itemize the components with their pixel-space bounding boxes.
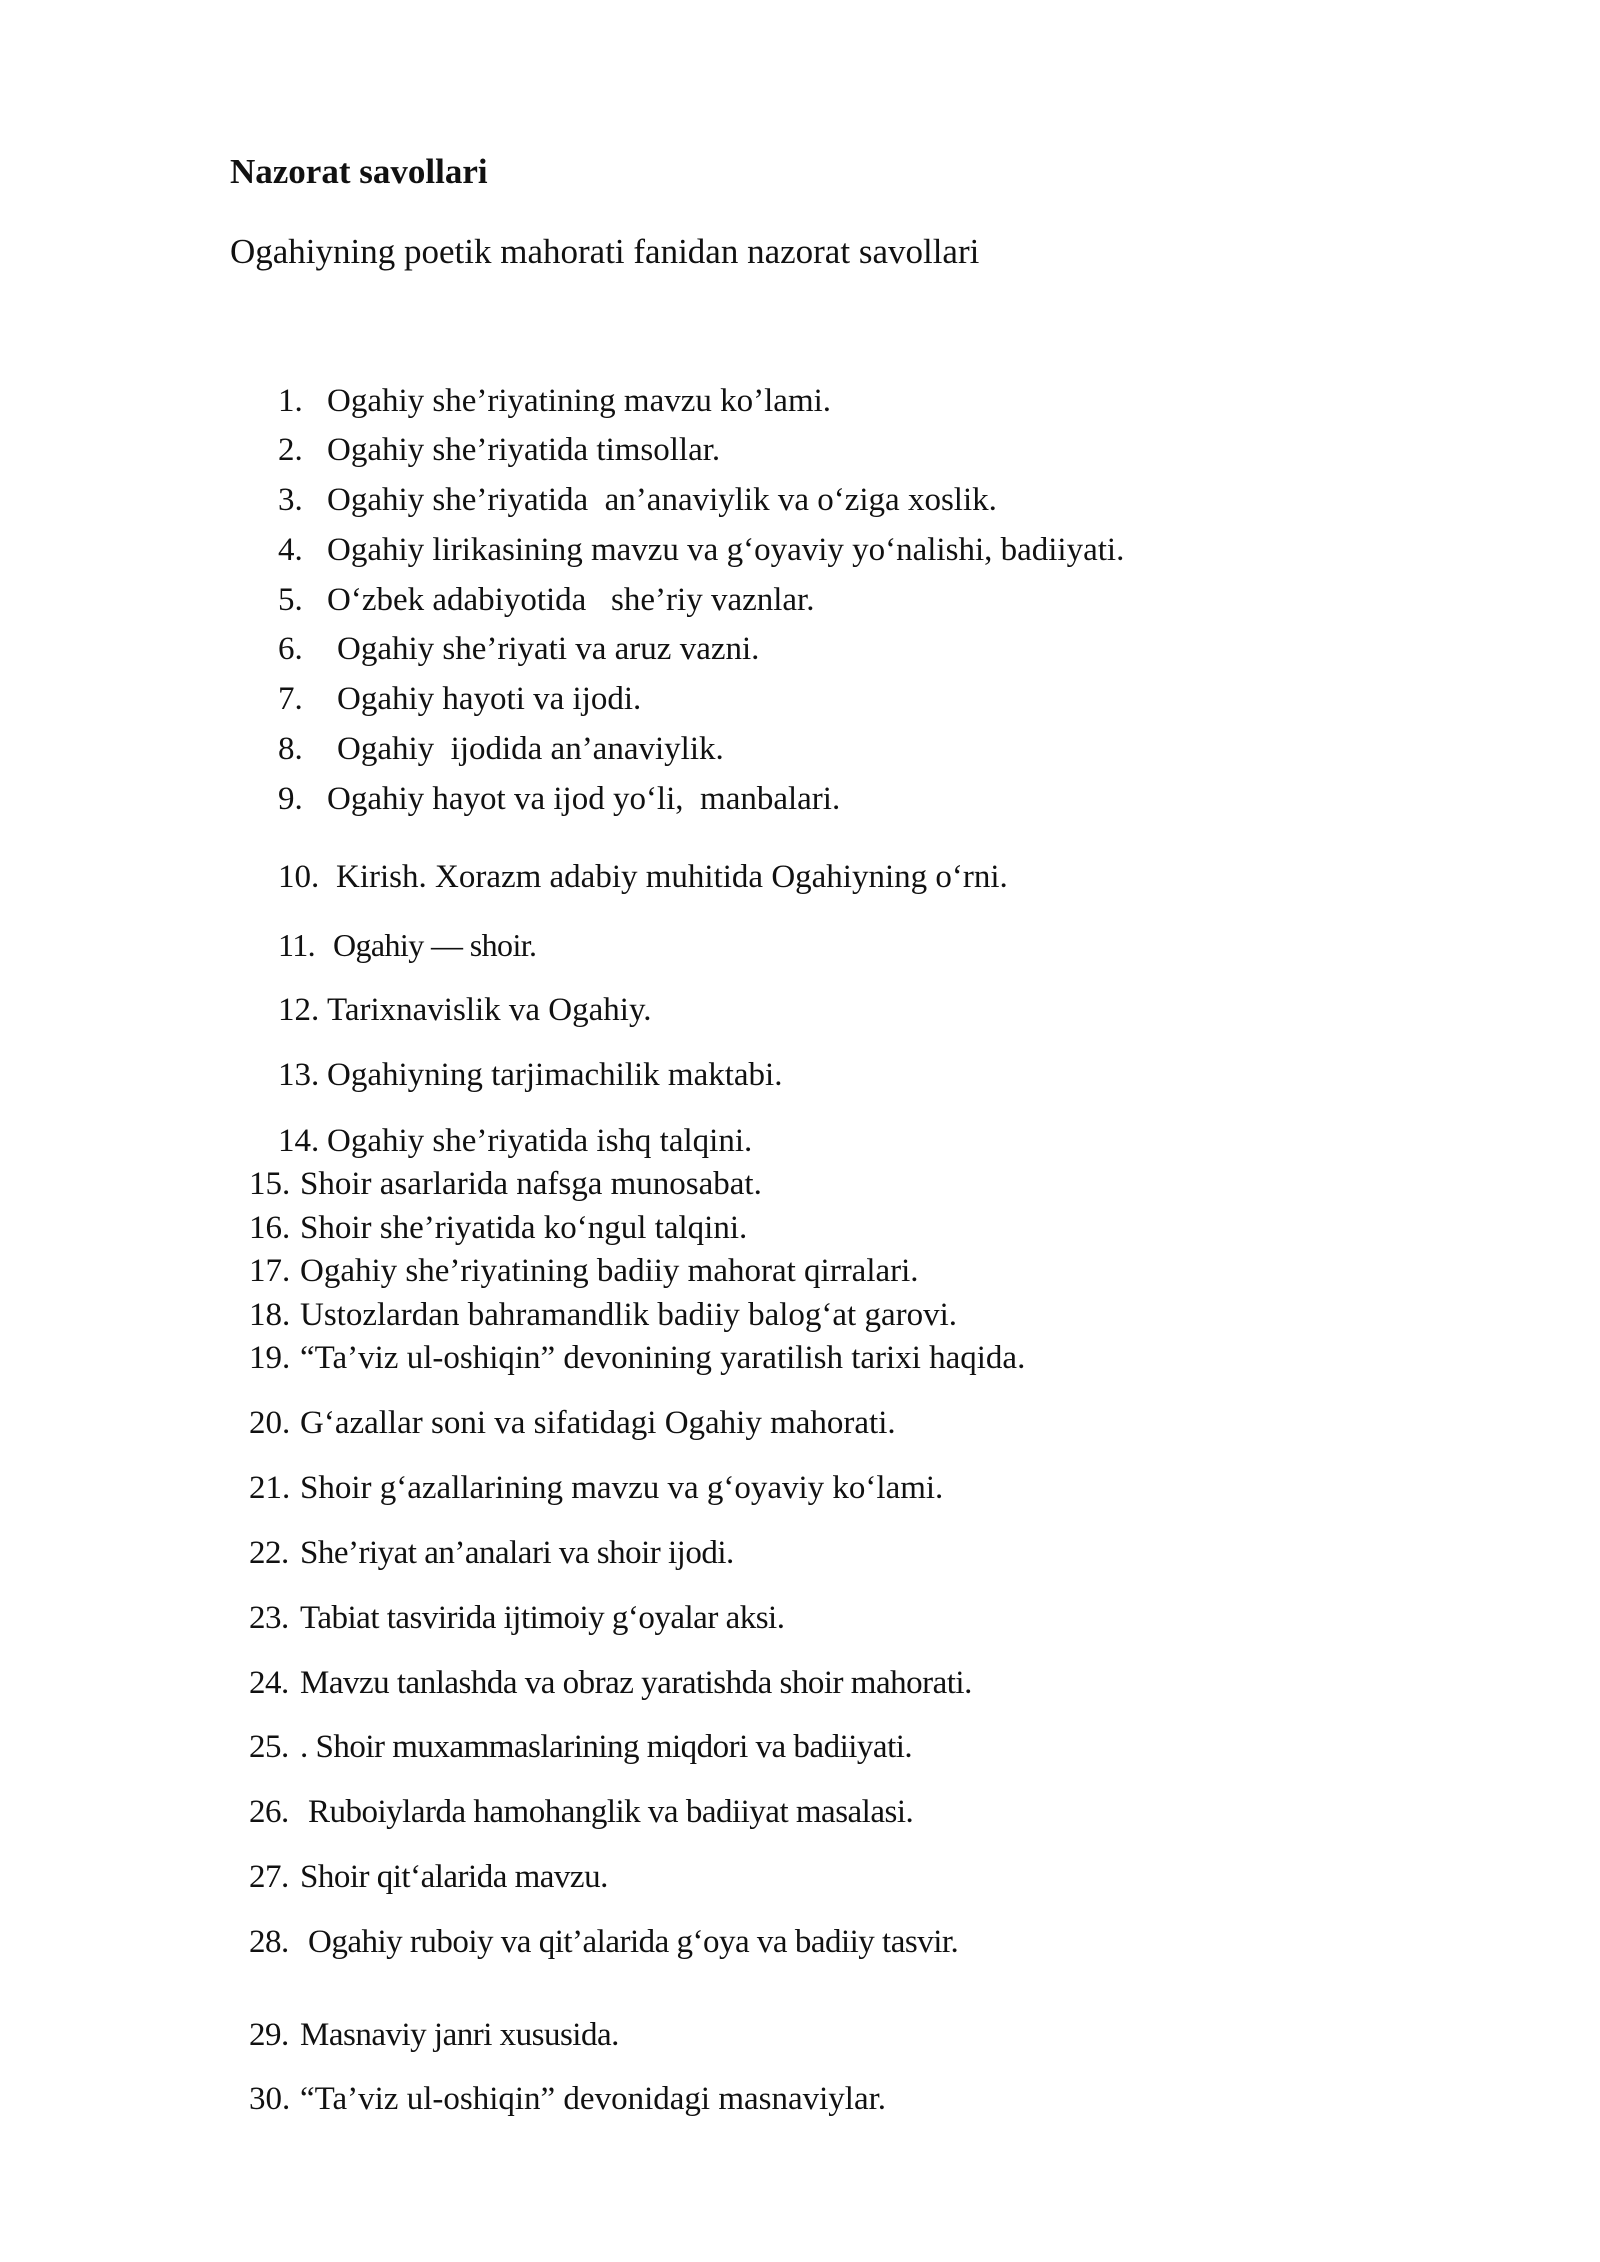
question-text: Ogahiy she’riyatida an’anaviylik va o‘ziga xoslik. <box>327 482 997 518</box>
question-text: Kirish. Xorazm adabiy muhitida Ogahiyning o‘rni. <box>336 859 1008 895</box>
page-title: Nazorat savollari <box>230 152 488 191</box>
question-text: O‘zbek adabiyotida she’riy vaznlar. <box>327 582 815 618</box>
question-text: Ogahiy lirikasining mavzu va g‘oyaviy yo‘nalishi, badiiyati. <box>327 532 1125 568</box>
question-text: . Shoir muxammaslarining miqdori va badiiyati. <box>300 1729 913 1765</box>
question-number: 10. <box>278 859 320 895</box>
question-text: G‘azallar soni va sifatidagi Ogahiy mahorati. <box>300 1405 896 1441</box>
question-number: 12. <box>278 992 320 1028</box>
question-number: 15. <box>249 1166 291 1202</box>
question-number: 5. <box>278 582 303 618</box>
question-number: 24. <box>249 1665 289 1701</box>
question-number: 20. <box>249 1405 291 1441</box>
question-text: Ogahiy — shoir. <box>333 927 537 963</box>
question-number: 6. <box>278 631 303 667</box>
question-number: 2. <box>278 432 303 468</box>
question-number: 26. <box>249 1794 289 1830</box>
question-text: Tabiat tasvirida ijtimoiy g‘oyalar aksi. <box>300 1600 785 1636</box>
question-text: Ogahiy she’riyatida timsollar. <box>327 432 721 468</box>
question-number: 1. <box>278 383 303 419</box>
question-number: 30. <box>249 2081 291 2117</box>
question-text: Shoir qit‘alarida mavzu. <box>300 1859 608 1895</box>
question-text: Ogahiy she’riyati va aruz vazni. <box>337 631 760 667</box>
question-number: 23. <box>249 1600 289 1636</box>
question-text: Ustozlardan bahramandlik badiiy balog‘at garovi. <box>300 1297 958 1333</box>
question-text: Ogahiy hayoti va ijodi. <box>337 681 642 717</box>
question-text: Ogahiy she’riyatining mavzu ko’lami. <box>327 383 832 419</box>
question-text: “Ta’viz ul-oshiqin” devonining yaratilish tarixi haqida. <box>300 1340 1026 1376</box>
question-number: 13. <box>278 1057 320 1093</box>
question-text: Ogahiy hayot va ijod yo‘li, manbalari. <box>327 781 841 817</box>
question-number: 19. <box>249 1340 291 1376</box>
question-number: 3. <box>278 482 303 518</box>
question-number: 22. <box>249 1535 289 1571</box>
question-number: 28. <box>249 1924 289 1960</box>
question-text: Mavzu tanlashda va obraz yaratishda shoir mahorati. <box>300 1665 972 1701</box>
question-text: Ogahiy she’riyatida ishq talqini. <box>327 1123 753 1159</box>
question-text: “Ta’viz ul-oshiqin” devonidagi masnaviylar. <box>300 2081 887 2117</box>
question-number: 8. <box>278 731 303 767</box>
question-number: 17. <box>249 1253 291 1289</box>
question-number: 25. <box>249 1729 289 1765</box>
question-number: 27. <box>249 1859 289 1895</box>
question-number: 4. <box>278 532 303 568</box>
question-number: 14. <box>278 1123 320 1159</box>
question-text: Tarixnavislik va Ogahiy. <box>327 992 652 1028</box>
question-text: She’riyat an’analari va shoir ijodi. <box>300 1535 734 1571</box>
question-number: 7. <box>278 681 303 717</box>
question-number: 18. <box>249 1297 291 1333</box>
question-number: 21. <box>249 1470 291 1506</box>
question-text: Ogahiy ruboiy va qit’alarida g‘oya va badiiy tasvir. <box>308 1924 959 1960</box>
question-text: Ruboiylarda hamohanglik va badiiyat masalasi. <box>308 1794 914 1830</box>
question-number: 29. <box>249 2017 289 2053</box>
question-text: Shoir asarlarida nafsga munosabat. <box>300 1166 762 1202</box>
question-text: Ogahiy she’riyatining badiiy mahorat qirralari. <box>300 1253 919 1289</box>
question-number: 16. <box>249 1210 291 1246</box>
question-text: Shoir she’riyatida ko‘ngul talqini. <box>300 1210 748 1246</box>
question-text: Ogahiy ijodida an’anaviylik. <box>337 731 724 767</box>
question-number: 9. <box>278 781 303 817</box>
question-number: 11. <box>278 927 316 963</box>
question-text: Ogahiyning tarjimachilik maktabi. <box>327 1057 783 1093</box>
page-subtitle: Ogahiyning poetik mahorati fanidan nazorat savollari <box>230 232 980 271</box>
question-text: Shoir g‘azallarining mavzu va g‘oyaviy ko‘lami. <box>300 1470 944 1506</box>
question-text: Masnaviy janri xususida. <box>300 2017 619 2053</box>
